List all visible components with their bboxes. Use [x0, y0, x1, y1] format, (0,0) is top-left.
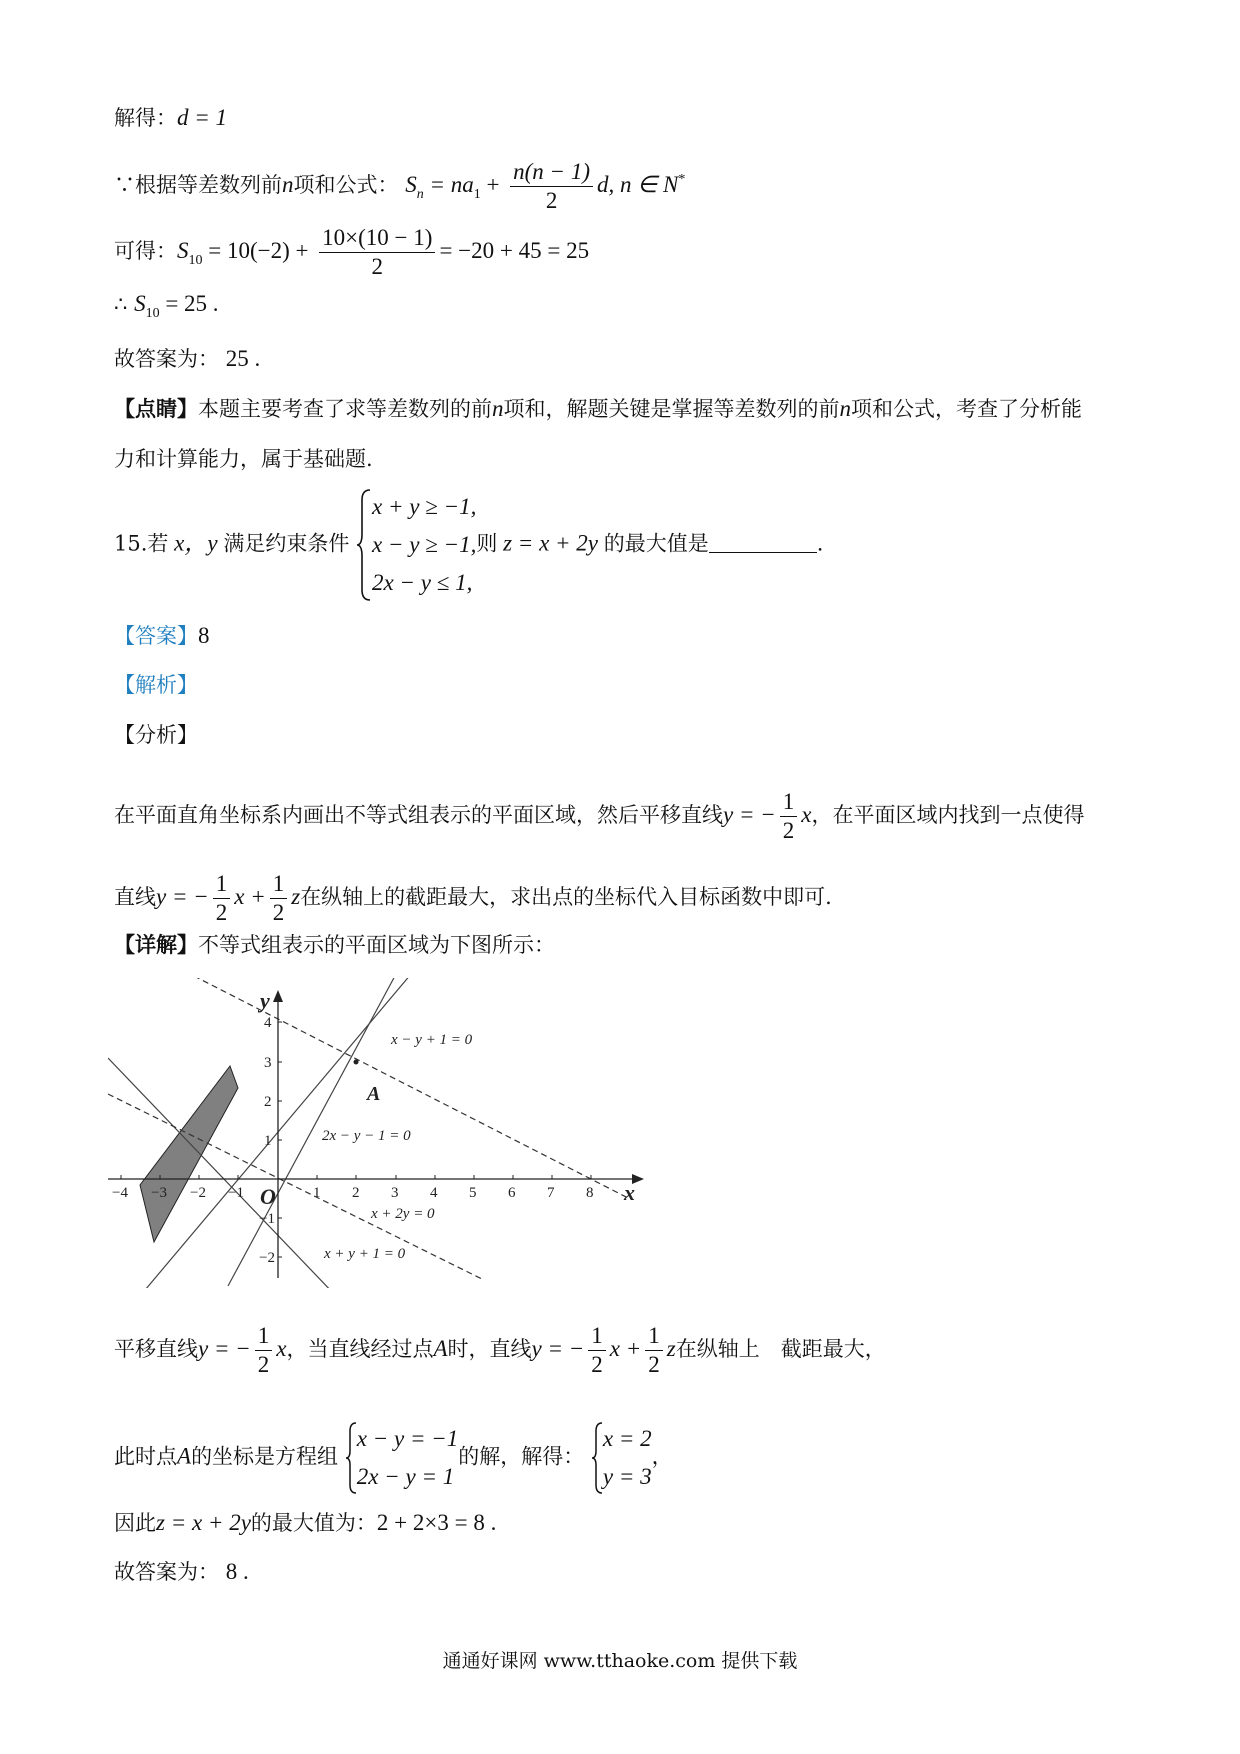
fenxi-tag: 【分析】: [114, 723, 198, 747]
analysis-text-d: 在纵轴上的截距最大，求出点的坐标代入目标函数中即可.: [300, 885, 832, 909]
analysis-frac-den: 2: [782, 818, 795, 843]
analysis-fraction: [780, 788, 798, 845]
formula-fraction: [510, 158, 593, 215]
shift-eq2-pre: y = −: [531, 1336, 585, 1361]
point-a-label: A: [367, 1083, 381, 1105]
fenxi-line: [114, 720, 198, 750]
y-tick-label: 1: [264, 1133, 272, 1149]
therefore-lhs: S: [134, 291, 146, 316]
origin-label: O: [260, 1184, 276, 1209]
y-tick-label: −1: [259, 1211, 275, 1227]
formula-tail: d, n ∈ N: [596, 172, 679, 197]
left-brace-icon: [356, 488, 372, 602]
solution-x: x = 2: [602, 1426, 652, 1451]
x-tick-label: 4: [430, 1185, 438, 1201]
feasible-region: [140, 1066, 238, 1242]
x-tick-label: 6: [508, 1185, 516, 1201]
question-text3: 的最大值是: [603, 531, 709, 556]
x-tick-label: 2: [352, 1185, 360, 1201]
shift-text-a: 平移直线: [114, 1337, 198, 1361]
constraint-1: x + y ≥ −1,: [372, 494, 477, 519]
formula-plus: +: [480, 172, 500, 197]
shift-frac2-num: 1: [588, 1322, 606, 1351]
y-axis-arrow-icon: [273, 990, 283, 1002]
y-tick-label: 3: [264, 1055, 272, 1071]
comment-text-c: 项和公式，考查了分析能: [851, 397, 1082, 421]
question-target: z = x + 2y: [497, 530, 604, 556]
answer-tag-line: [114, 621, 210, 651]
analysis-frac-num: 1: [780, 788, 798, 817]
comment-n2: n: [839, 396, 851, 421]
shift-eq-pre: y = −: [198, 1336, 251, 1361]
answer2-prefix: 故答案为：: [114, 1560, 219, 1584]
y-tick-label: 4: [264, 1015, 272, 1031]
x-tick-label: −1: [228, 1185, 244, 1201]
analysis-para-1: [114, 788, 1084, 845]
shift-fraction-2: [588, 1322, 606, 1379]
coord-text-c: 的解，解得：: [458, 1444, 585, 1469]
formula-line: [114, 158, 685, 215]
answer-blank: [709, 532, 817, 553]
shift-eq2-post: z: [666, 1336, 676, 1361]
line-label: x + 2y = 0: [371, 1206, 435, 1222]
analysis-eq2-post: z: [291, 884, 301, 909]
comment-label: 【点睛】: [114, 396, 198, 421]
shift-text-b: ，当直线经过点: [286, 1337, 434, 1361]
line-label: 2x − y − 1 = 0: [322, 1128, 411, 1144]
comment-n1: n: [492, 396, 504, 421]
comment-text-line2: 力和计算能力，属于基础题.: [114, 447, 373, 471]
shift-text-c: 时，直线: [447, 1337, 532, 1361]
x-tick-label: −3: [151, 1185, 167, 1201]
solve-eq: d = 1: [177, 105, 228, 130]
analysis-para-2: [114, 870, 832, 927]
coord-line: [114, 1420, 673, 1496]
therefore-tail: = 25 .: [159, 291, 219, 316]
analysis-frac2-den: 2: [215, 900, 228, 925]
analysis-tag-line: [114, 670, 198, 700]
formula-a-sub: 1: [473, 187, 481, 202]
equation-1: x − y = −1: [356, 1426, 459, 1451]
constraint-3: 2x − y ≤ 1,: [372, 570, 473, 595]
question-end: .: [816, 531, 824, 556]
analysis-text-a: 在平面直角坐标系内画出不等式组表示的平面区域，然后平移直线: [114, 803, 723, 827]
detail-tag: 【详解】: [114, 932, 198, 957]
formula-frac-num: n(n − 1): [510, 158, 593, 187]
x-tick-label: −4: [112, 1185, 128, 1201]
calc-lhs: S: [177, 238, 189, 263]
detail-line: [114, 930, 555, 960]
formula-mid: 项和公式：: [293, 173, 399, 197]
max-line: [114, 1508, 496, 1538]
comment-line-1: [114, 394, 1082, 424]
formula-tail-sup: *: [678, 172, 686, 187]
x-tick-label: 1: [313, 1185, 321, 1201]
shift-eq-post: x: [276, 1336, 287, 1361]
solution-y: y = 3: [602, 1464, 652, 1489]
answer1-value: 25 .: [225, 346, 261, 371]
coord-text-b: 的坐标是方程组: [191, 1444, 339, 1469]
analysis-eq2-pre: y = −: [156, 884, 209, 909]
answer1-prefix: 故答案为：: [114, 347, 219, 371]
left-brace-icon: [591, 1421, 603, 1495]
max-expr: z = x + 2y: [156, 1510, 251, 1535]
therefore-symbol: ∴: [114, 292, 128, 316]
question-vars: x，y: [168, 530, 224, 556]
analysis-text-c: 直线: [114, 885, 156, 909]
equation-system: [357, 1420, 458, 1496]
point-a-dot: [354, 1060, 359, 1065]
shift-text-d: 在纵轴上 截距最大，: [675, 1337, 886, 1361]
analysis-eq2-mid: x +: [234, 884, 266, 909]
x-tick-label: 3: [391, 1185, 399, 1201]
question-number: 15.若: [114, 531, 169, 556]
max-text-a: 因此: [114, 1511, 156, 1535]
comment-text-b: 项和，解题关键是掌握等差数列的前: [503, 397, 840, 421]
calc-prefix: 可得：: [114, 239, 177, 263]
coord-text-d: ，: [651, 1444, 673, 1469]
left-brace-icon: [345, 1421, 357, 1495]
answer-line-1: [114, 344, 260, 374]
therefore-line: [114, 289, 219, 329]
detail-text: 不等式组表示的平面区域为下图所示：: [198, 933, 555, 957]
max-value: 2 + 2×3 = 8 .: [376, 1510, 497, 1535]
calc-fraction: [319, 224, 435, 281]
feasible-region-graph: [108, 978, 668, 1288]
formula-prefix: ∵根据等差数列前: [114, 173, 282, 197]
analysis-frac3-den: 2: [272, 900, 285, 925]
max-text-b: 的最大值为：: [250, 1511, 377, 1535]
comment-text-a: 本题主要考查了求等差数列的前: [198, 397, 492, 421]
solution-system: [603, 1420, 652, 1496]
x-tick-label: 8: [586, 1185, 594, 1201]
answer-line-2: [114, 1557, 249, 1587]
shift-fraction: [255, 1322, 273, 1379]
coord-text-a: 此时点: [114, 1444, 177, 1469]
x-tick-label: 5: [469, 1185, 477, 1201]
calc-line: [114, 224, 589, 281]
shift-frac3-den: 2: [648, 1352, 660, 1377]
analysis-fraction-3: [270, 870, 288, 927]
equation-2: 2x − y = 1: [356, 1464, 455, 1489]
constraint-system: [372, 488, 476, 602]
question-text2: 则: [476, 531, 498, 556]
shift-point: A: [433, 1336, 448, 1361]
calc-frac-num: 10×(10 − 1): [319, 224, 435, 253]
calc-frac-den: 2: [371, 254, 384, 279]
shift-eq2-mid: x +: [609, 1336, 642, 1361]
y-tick-label: 2: [264, 1094, 272, 1110]
x-tick-label: −2: [190, 1185, 206, 1201]
analysis-eq-post: x: [801, 802, 812, 827]
shift-frac3-num: 1: [645, 1322, 663, 1351]
coord-point: A: [177, 1443, 192, 1469]
calc-tail: = −20 + 45 = 25: [439, 238, 590, 263]
question-text1: 满足约束条件: [223, 531, 350, 556]
formula-lhs: S: [405, 172, 417, 197]
constraint-2: x − y ≥ −1,: [372, 532, 477, 557]
line-label: x − y + 1 = 0: [391, 1032, 473, 1048]
formula-eq: = na: [423, 172, 474, 197]
shift-frac-num: 1: [255, 1322, 273, 1351]
shift-fraction-3: [645, 1322, 663, 1379]
x-tick-label: 7: [547, 1185, 555, 1201]
formula-lhs-sub: n: [416, 187, 424, 202]
shift-line: [114, 1322, 886, 1379]
shift-frac-den: 2: [257, 1352, 270, 1377]
page-footer: 通通好课网 www.tthaoke.com 提供下载: [442, 1650, 798, 1672]
y-tick-label: −2: [259, 1250, 275, 1266]
shift-frac2-den: 2: [591, 1352, 603, 1377]
formula-frac-den: 2: [545, 188, 558, 213]
line-label: x + y + 1 = 0: [324, 1246, 406, 1262]
analysis-eq-pre: y = −: [723, 802, 776, 827]
formula-n: n: [282, 172, 294, 197]
answer2-value: 8 .: [225, 1559, 249, 1584]
comment-line-2: [114, 444, 373, 474]
solve-line: [114, 103, 227, 133]
analysis-frac3-num: 1: [270, 870, 288, 899]
x-axis-label: x: [624, 1180, 635, 1205]
solve-prefix: 解得：: [114, 106, 177, 130]
analysis-fraction-2: [213, 870, 231, 927]
analysis-text-b: ，在平面区域内找到一点使得: [811, 803, 1085, 827]
calc-lhs-sub: 10: [188, 253, 203, 268]
therefore-lhs-sub: 10: [145, 306, 160, 321]
analysis-frac2-num: 1: [213, 870, 231, 899]
analysis-tag: 【解析】: [114, 673, 198, 697]
calc-eq: = 10(−2) +: [202, 238, 309, 263]
answer-tag: 【答案】: [114, 624, 198, 648]
answer-tag-value: 8: [198, 623, 210, 648]
y-axis-label: y: [260, 988, 270, 1013]
question-15: [114, 488, 823, 602]
